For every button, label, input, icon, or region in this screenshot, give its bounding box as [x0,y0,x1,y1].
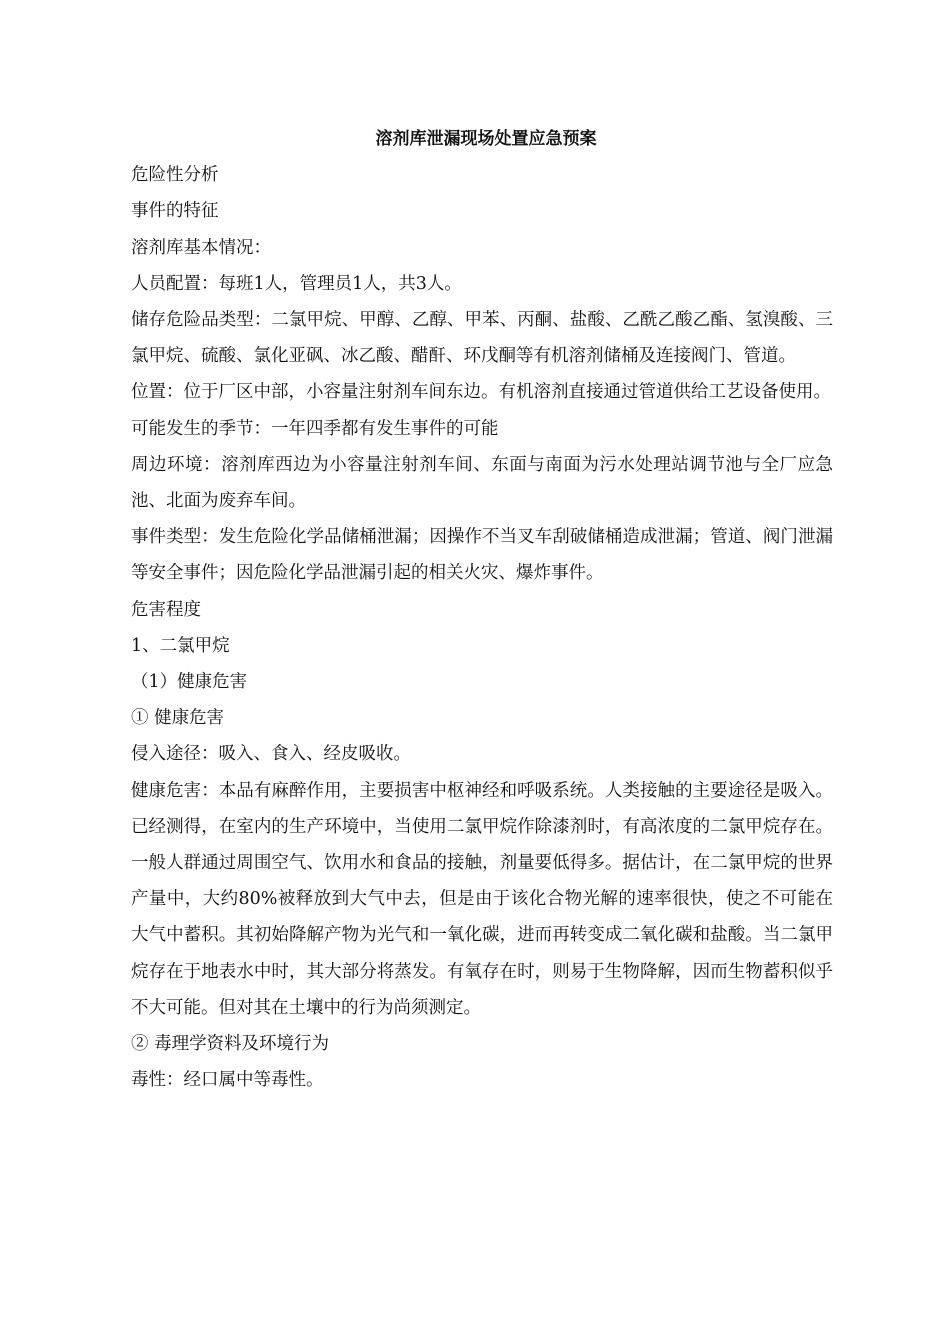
section-heading-event-features: 事件的特征 [131,201,219,222]
section-heading-hazard-analysis: 危险性分析 [131,165,219,186]
section-heading-hazard-degree: 危害程度 [131,599,201,620]
subheading-health-hazard: （1）健康危害 [131,672,248,693]
subheading-dichloromethane: 1、二氯甲烷 [131,635,230,656]
paragraph-toxicity: 毒性：经口属中等毒性。 [131,1070,324,1091]
paragraph-surroundings: 周边环境：溶剂库西边为小容量注射剂车间、东面与南面为污水处理站调节池与全厂应急池、北面为废弃车间。 [131,454,833,512]
subheading-health-hazard-1: ① 健康危害 [131,708,225,729]
paragraph-staffing: 人员配置：每班1人，管理员1人，共3人。 [131,273,462,294]
paragraph-exposure-routes: 侵入途径：吸入、食入、经皮吸收。 [131,744,411,765]
document-title: 溶剂库泄漏现场处置应急预案 [375,129,597,149]
paragraph-season: 可能发生的季节：一年四季都有发生事件的可能 [131,418,499,439]
paragraph-location: 位置：位于厂区中部，小容量注射剂车间东边。有机溶剂直接通过管道供给工艺设备使用。 [131,382,831,403]
paragraph-stored-chemicals: 储存危险品类型：二氯甲烷、甲醇、乙醇、甲苯、丙酮、盐酸、乙酰乙酸乙酯、氢溴酸、三氯甲烷、硫酸、氯化亚砜、冰乙酸、醋酐、环戊酮等有机溶剂储桶及连接阀门、管道。 [131,310,833,367]
paragraph-basic-info: 溶剂库基本情况： [131,237,271,258]
paragraph-event-types: 事件类型：发生危险化学品储桶泄漏；因操作不当叉车刮破储桶造成泄漏；管道、阀门泄漏等安全事件；因危险化学品泄漏引起的相关火灾、爆炸事件。 [131,527,833,584]
paragraph-health-hazard-detail: 健康危害：本品有麻醉作用，主要损害中枢神经和呼吸系统。人类接触的主要途径是吸入。已经测得，在室内的生产环境中，当使用二氯甲烷作除漆剂时，有高浓度的二氯甲烷存在。一般人群通过周围空气、饮用水和食品的接触，剂量要低得多。据估计，在二氯甲烷的世界产量中，大约80%被释放到大气中去，但是由于该化合物光解的速率很快，使之不可能在大气中蓄积。其初始降解产物为光气和一氧化碳，进而再转变成二氧化碳和盐酸。当二氯甲烷存在于地表水中时，其大部分将蒸发。有氧存在时，则易于生物降解，因而生物蓄积似乎不大可能。但对其在土壤中的行为尚须测定。 [131,780,833,1018]
subheading-toxicology: ② 毒理学资料及环境行为 [131,1034,330,1055]
document-body [131,121,833,1098]
